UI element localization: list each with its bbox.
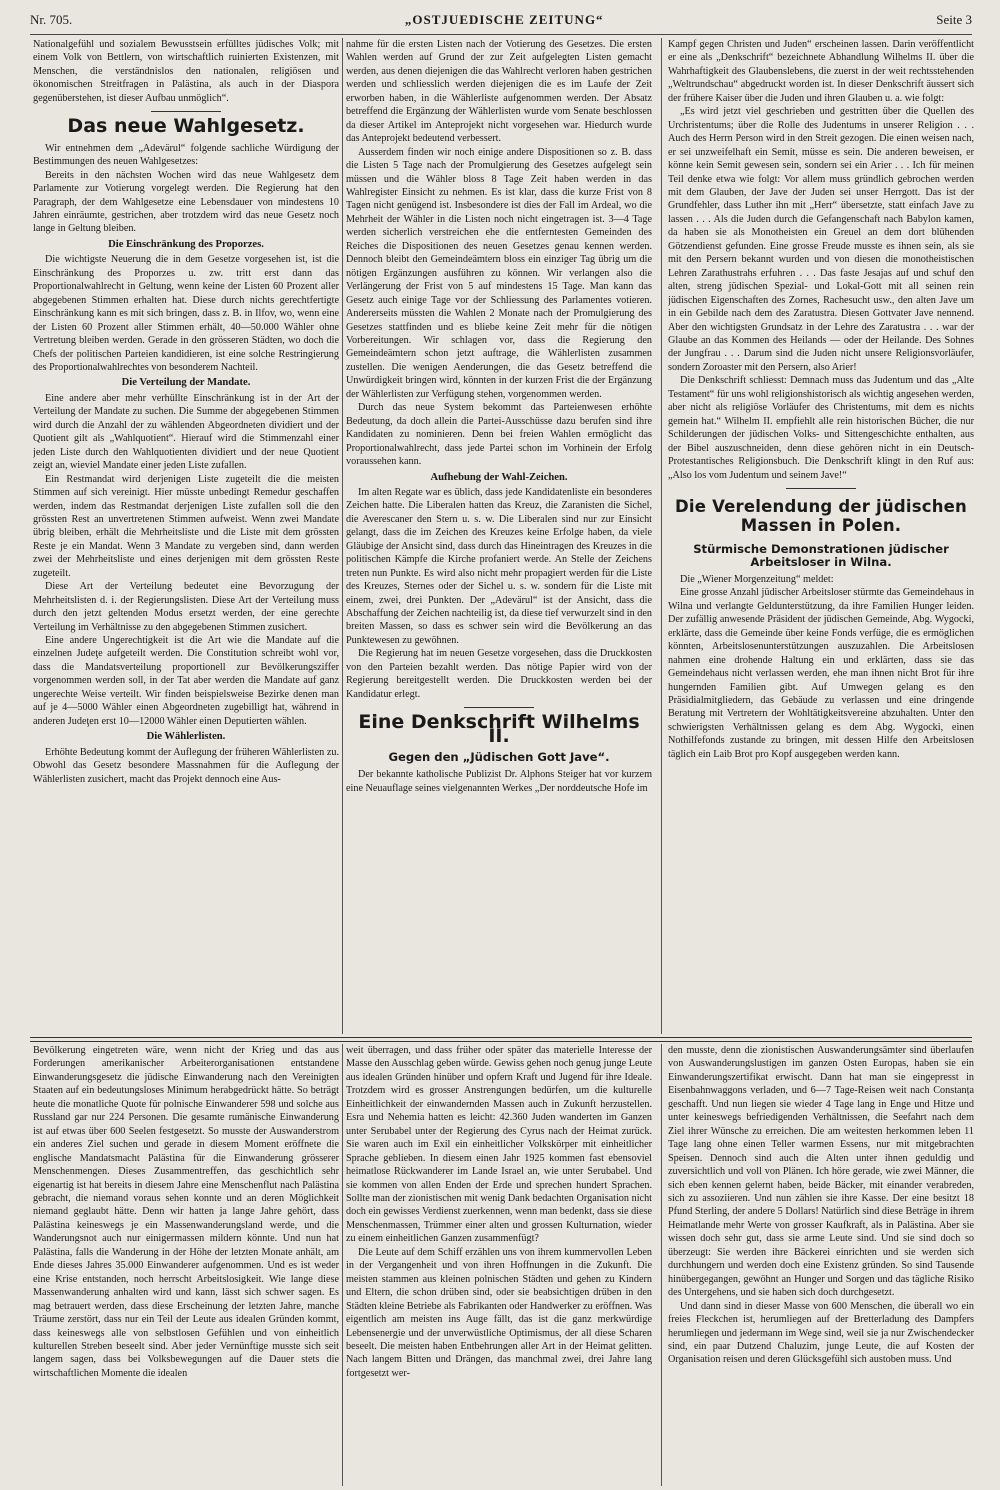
bottom-column-2 [346, 1044, 652, 1486]
subheading: Die Verteilung der Mandate. [121, 377, 251, 389]
column-rule [342, 1044, 343, 1486]
paragraph: Die „Wiener Morgenzeitung“ meldet: [680, 573, 834, 585]
subheading: Gegen den „Jüdischen Gott Jave“. [388, 750, 610, 765]
paragraph: Eine andere aber mehr verhüllte Einschränkung ist in der Art der Verteilung der Mandate zu suchen. Die Summe der abgegebenen Stimmen wird durch die Anzahl der zu wählenden Abgeordneten dividiert und der Quotient gilt als „Wahlquotient“. Hierauf wird die Stimmenzahl einer jeden Liste durch den Wahlquotienten dividiert und der neue Quotient zeigt an, wieviel Mandate einer jeden Liste zufallen. [33, 392, 339, 472]
paragraph: Und dann sind in dieser Masse von 600 Menschen, die überall wo ein freies Fleckchen ist, herumliegen auf der Bretterladung des Dampfers herumliegen und jedermann im Wege sind, weil sie ja nur Zwischendecker sind, ein paar Dutzend Chaluzim, junge Leute, die auf Kosten der Organisation reisen und deren Glücksgefühl sich austoben muss. Und [668, 1300, 974, 1366]
article-heading-denkschrift: Eine Denkschrift Wilhelms II. [358, 711, 640, 747]
column-3 [668, 38, 974, 1034]
paragraph: Die Leute auf dem Schiff erzählen uns von ihrem kummervollen Leben in der Vergangenheit und von ihren Hoffnungen in die Zukunft. Die meisten stammen aus kleinen polnischen Städten und gehen zu Kindern und Eltern, die schon drüben sind, oder sie beabsichtigen drüben in den Städten kleine Betriebe als Fabrikanten oder Handwerker zu eröffnen. Was eigentlich am meisten ins Auge fällt, das ist die ganz merkwürdige Lebensenergie und der unverwüstliche Optimismus, der all diese Scharen beseelt. Die meisten haben Entbehrungen aller Art in der Heimat gelitten. Nach langem Bitten und Drängen, das manchmal zwei, drei Jahre lang fortgesetzt wer- [346, 1246, 652, 1379]
paragraph: Wir entnehmen dem „Adevärul“ folgende sachliche Würdigung der Bestimmungen des neuen Wahlgesetzes: [33, 142, 339, 168]
divider [786, 488, 856, 489]
paragraph: Ausserdem finden wir noch einige andere Dispositionen so z. B. dass die Listen 5 Tage nach der Promulgierung des Gesetzes aufgelegt sein müssen und die Wähler bloss 8 Tage Zeit haben werden in das Wahlregister Einsicht zu nehmen. Es ist klar, dass die kurze Frist von 8 Tagen nicht genügend ist. Insbesondere ist dies der Fall im Ardeal, wo die Mehrheit der Wähler in die Listen noch nicht eingetragen ist. 3—4 Tage werden sicherlich verstreichen ehe die entferntesten Gemeinden des Reiches die Dispositionen des neuen Gesetzes genau kennen werden. Dennoch bleibt den Gemeindeämtern bloss ein einziger Tag übrig um die nötigen Ergänzungen ausführen zu können. Wir verlangen also die Verlängerung der Frist von 5 auf mindestens 15 Tage. Man kann das Gesetz auch einige Tage vor der Schliessung des Parlamentes votieren. Andererseits müssten die Wahlen 2 Monate nach der Promulgierung des Gesetzes stattfinden und es bliebe keine Zeit mehr für die nötigen Vorbereitungen. Wir schlagen vor, dass die Regierung den Gemeindeämtern schon jetzt auftrage, die Wählerlisten zusammen zustellen. Die wenigen Aenderungen, die das Gesetz betreffend die Unwürdigkeit bringen wird, könnten in der kurzen Frist die der Ergänzung der Wählerlisten zur Verfügung stehen, vorgenommen werden. [346, 146, 652, 400]
page-number: Seite 3 [936, 12, 972, 27]
page-header [30, 12, 972, 35]
divider [464, 707, 534, 708]
paragraph: Eine andere Ungerechtigkeit ist die Art wie die Mandate auf die einzelnen Judeţe aufgeteilt werden. Die Constitution schreibt wohl vor, dass die Mandatsverteilung proportionell zur Bevölkerungsziffer vorgenommen werden soll, in der Tat aber werden die Mandate auf ganz ungerechte Weise verteilt. Wir finden beispielsweise Bezirke denen man auf je 4—5000 Wähler einen Abgeordneten zugebilligt hat, während in anderen Judeţen erst 10—12000 Wähler einen Deputierten wählen. [33, 635, 339, 727]
subheading: Stürmische Demonstrationen jüdischer Arbeitsloser in Wilna. [693, 541, 949, 569]
paragraph: nahme für die ersten Listen nach der Votierung des Gesetzes. Die ersten Wahlen werden auf Grund der zur Zeit aufgelegten Listen gemacht werden, aus denen diejenigen die das Wahlrecht verloren haben gestrichen werden und schliesslich werden diejenigen die es im Laufe der Zeit erworben haben, in die Wählerliste aufgenommen werden. Der Absatz betreffend die Ergänzung der Wählerlisten wurde vom Senate beschlossen da dieser Artikel im Anteprojekt nicht vorgesehen war. Hiedurch wurde das Anteprojekt bedeutend verbessert. [346, 39, 652, 145]
divider [151, 111, 221, 112]
column-1 [33, 38, 339, 1034]
paragraph: Durch das neue System bekommt das Parteienwesen erhöhte Bedeutung, da doch allein die Partei-Ausschüsse dazu berufen sind ihre Kandidaten zu nominieren. Denn bei freien Wahlen ermöglicht das Proportionalwahlrecht, dass jede Partei schon im Vorhinein der Erfolg voraussehen kann. [346, 402, 652, 468]
paragraph: Ein Restmandat wird derjenigen Liste zugeteilt die die meisten Stimmen auf sich vereinigt. Hier müsste unbedingt Remedur geschaffen werden, indem das Restmandat derjenigen Liste zufallen soll die den grössten Rest an unvertretenen Stimmen aufweist. Wenn zwei Mandate übrig bleiben, erhält die Mehrheitsliste und die Liste mit dem grössten Reste je ein Mandat. Wenn 3 Mandate zu vergeben sind, dann werden zwei der Mehrheitsliste und eines derjenigen mit dem grössten Reste zugeteilt. [33, 473, 339, 579]
column-rule [661, 1044, 662, 1486]
paragraph: Der bekannte katholische Publizist Dr. Alphons Steiger hat vor kurzem eine Neuauflage seines vielgenannten Werkes „Der norddeutsche Hofe im [346, 769, 652, 794]
column-rule [661, 38, 662, 1034]
section-divider [30, 1037, 972, 1042]
paragraph: Kampf gegen Christen und Juden“ erscheinen lassen. Darin veröffentlicht er eine als „Denkschrift“ bezeichnete Abhandlung Wilhelms II. über die Wahrhaftigkeit des Glaubenslebens, die zuerst in der weit rechtsstehenden „Weltrundschau“ abgedruckt worden ist. In dieser Denkschrift äussert sich der frühere Kaiser über die Juden und ihren Glauben u. a. wie folgt: [668, 39, 974, 104]
paragraph: den musste, denn die zionistischen Auswanderungsämter sind überlaufen von Auswanderungslustigen im ganzen Osten Europas, haben sie ein Einwanderungszertifikat erwischt. Dann hat man sie eingepresst in Eisenbahnwaggons verladen, und 6—7 Tage-Reisen weit nach Constanța geschafft. Und nun liegen sie wieder 4 Tage lang in Enge und Hitze und unter keineswegs befriedigenden Verhältnissen, die Seefahrt nach dem Ziel ihrer Wünsche zu erreichen. Die am weitesten herkommen leben 11 Tage lang ohne einen Teller warmen Essens, nur mit mitgebrachten Speisen. Dennoch sind auch die Alten unter ihnen geduldig und zuversichtlich und voll von Plänen. Ich höre gerade, wie zwei Männer, die sich eben kennen gelernt haben, beide Bäcker, mit einander verabreden, sich zu assoziieren. Und nun zählen sie ihre Kasse. Der eine besitzt 18 Pfund Sterling, der andere 5 Dollars! Natürlich sind diese Beträge in ihrem Heimatlande mehr Werte von grosser Kaufkraft, als in Palästina. Aber sie wissen doch sehr gut, dass sie arme Leute sind. Und sie sind doch so überzeugt: Sie werden ihre Bäckerei einrichten und sie werden sich durchhungern und werden doch eine Existenz gründen. So sind Tausende hinübergegangen, gewöhnt an Hunger und Sorgen und das tägliche Risiko des Untergehens, und sie haben sich doch durchgesetzt. [668, 1045, 974, 1299]
paragraph: Im alten Regate war es üblich, dass jede Kandidatenliste ein besonderes Zeichen hatte. Die Liberalen hatten das Kreuz, die Zaranisten die Sichel, die Averescaner den Stern u. s. w. Die Liberalen sind nur zur Einsicht gelangt, dass die im Zeichen des Kreuzes keine Erfolge haben, da viele Gläubige der Ansicht sind, dass durch das Hineintragen des Kreuzes in die politischen Kämpfe die Kirche profaniert werde. An Stelle der Zeichens treten nun Punkte. Es wird also nicht mehr propagiert werden für die Liste des Kreuzes, Sternes oder der Sichel u. s. w. sondern für die Liste mit einem, zwei, drei Punkten. Der „Adevärul“ ist der Ansicht, dass die Abschaffung der Zeichen nachteilig ist, da diese tief verwurzelt sind in den breiten Massen, so dass es schwer sein wird die Bevölkerung an das Punktewesen zu gewöhnen. [346, 486, 652, 646]
issue-number: Nr. 705. [30, 12, 73, 27]
paragraph: Eine grosse Anzahl jüdischer Arbeitsloser stürmte das Gemeindehaus in Wilna und verlangte Geldunterstützung, da ihre Familien Hunger leiden. Der zufällig anwesende Präsident der jüdischen Gemeinde, Abg. Wygocki, erklärte, dass die Gemeinde über keine Fonds verfüge, die es ermöglichen könnten, Arbeitslosenunterstützungen auszuzahlen. Die Arbeitslosen nahmen eine drohende Haltung ein und erklärten, dass sie das Gemeindehaus nicht verlassen werden, ehe man ihnen nicht Brot für ihre hungernden Familien gibt. Auf Umwegen gelang es den Präsidialmitgliedern, das Gebäude zu verlassen und eine dringende Beratung mit Vertretern der Wohltätigkeitsvereine abzuhalten. Unter den schwierigsten Verhältnissen gelang es dem Abg. Wygocki, einen Nothilfefonds zustande zu bringen, mit dessen Hilfe den Arbeitslosen täglich ein Laib Brot pro Kopf ausgegeben werden kann. [668, 587, 974, 760]
column-rule [342, 38, 343, 1034]
paragraph: „Es wird jetzt viel geschrieben und gestritten über die Quellen des Urchristentums; über die Rolle des Judentums in unserer Religion . . . Auch des Herrn Person wird in den Streit gezogen. Die einen weisen nach, er sei unzweifelhaft ein Semit, müsse es sein. Die anderen beweisen, er könne kein Semit gewesen sein, sondern sei ein Arier . . . Ich für meinen Teil denke etwa wie folgt: Vor allem muss gründlich gebrochen werden mit dem Glauben, der Jave der Juden sei unser Herrgott. Das ist der Grundfehler, dass Luther ihn mit „Herr“ übersetzte, statt einfach Jave zu lassen . . . Als die Juden durch die Gefangenschaft nach Babylon kamen, da haben sie als Monotheisten ein Greuel an dem dort blühenden Götzendienst gefunden. Eine grosse Freude musste es ihnen sein, als sie mit den Persern bekannt wurden und von diesen die monotheistischen Lehren Zarathustrahs erfuhren . . . Das faste Jesajas auf und schuf den alten, streng jüdischen Spezial- und Lokal-Gott mit all seinen rein jüdischen Eigenschaften des Zornes, Rachesucht usw., den alten Jave um in ein Gebilde nach dem des Zaratustra. Diesen Gottvater Jave nennend. Aber den wichtigsten Grundsatz in der Lehre des Zaratustra . . . war der Glaube an das Kommen des Heilands — oder der Heilande. Des Sohnes der Jungfrau . . . Darum sind die Juden nicht unsere Religionsvorläufer, sondern Zoroaster mit den Persern, also Arier! [668, 106, 974, 373]
paragraph: Bevölkerung eingetreten wäre, wenn nicht der Krieg und das aus Forderungen amerikanischer Arbeiterorganisationen entstandene Einwanderungsgesetz die jüdische Einwanderung nach den Vereinigten Staaten auf ein bedeutungsloses Minimum herabgedrückt hätte. So beträgt heute die monatliche Quote für polnische Einwanderer 598 und solche aus Russland gar nur 224 Personen. Die gesamte rumänische Einwanderung ist auf etwas über 600 Seelen festgesetzt. So musste der Auswanderstrom ein anderes Ziel suchen und gerade in diesem Moment eröffnete die englische Mandatsmacht Palästina für die Einwanderung grösserer Menschenmengen. Dieses Zusammentreffen, das geschichtlich sehr eigenartig ist hat bereits in diesem Jahre eine Menschenflut nach Palästina gebracht, die niemand voraus sehen konnte und an deren Möglichkeit niemand geglaubt hätte. Denn wir hatten ja lange Jahre gehört, dass Palästina keineswegs je ein Massenwanderungsland werde, und die Wanderungsnot auch nur einigermassen mildern könnte. Und nun hat Palästina, falls die Wanderung in der Höhe der letzten Monate anhält, am Ende dieses Jahres 35.000 Einwanderer aufgenommen. Und es ist weder eine Krise entstanden, noch herrscht Arbeitslosigkeit. Wie lange diese Massenwanderung anhalten wird und kann, lässt sich schwer sagen. Es mag betrauert werden, dass diese Erscheinung der letzten Jahre, manche Träume zerstört, dass nur ein Teil der Leute aus idealen Gründen kommt, dass keineswegs alle von selbstlosen Gefühlen und von einheitlich kulturellen Streben beseelt sind. Aber jeder Vernünftige musste sich seit langem sagen, dass bei Volksbewegungen auf die Dauer stets die wirtschaftlichen Momente die idealen [33, 1045, 339, 1379]
subheading: Die Einschränkung des Proporzes. [108, 238, 264, 250]
subheading: Aufhebung der Wahl-Zeichen. [430, 471, 568, 483]
article-heading-wahlgesetz: Das neue Wahlgesetz. [67, 115, 305, 138]
paragraph: Erhöhte Bedeutung kommt der Auflegung der früheren Wählerlisten zu. Obwohl das Gesetz besondere Massnahmen für die Auflegung der Wählerlisten zusichert, macht das Projekt dennoch eine Aus- [33, 746, 339, 785]
column-2 [346, 38, 652, 1034]
paragraph: Nationalgefühl und sozialem Bewusstsein erfülltes jüdisches Volk; mit einem Volk von Bettlern, von wirtschaftlich ruinierten Existenzen, mit Menschen, die verständnislos den nationalen, religiösen und ökonomischen Streitfragen in Palästina, als auch in der Diaspora gegenüberstehen, ist dieser Aufbau unmöglich“. [33, 39, 339, 104]
paragraph: Die Denkschrift schliesst: Demnach muss das Judentum und das „Alte Testament“ für uns wohl religionshistorisch als wichtig angesehen werden, aber nicht als religiöse Vorläufer des Christentums, mit dem es nichts gemein hat.“ Wilhelm II. empfiehlt alle rein historischen Bücher, die nur Schilderungen der jüdischen Volks- und Sittengeschichte enthalten, aus der Bibel auszuschneiden, denn diese gehören nicht in ein Deutsch-Protestantisches Religionsbuch. Die Denkschrift klingt in den Ruf aus: „Also los vom Judentum und seinem Jave!“ [668, 375, 974, 481]
paragraph: Die wichtigste Neuerung die in dem Gesetze vorgesehen ist, ist die Einschränkung des Proporzes u. zw. tritt erst dann das Proportionalwahlrecht in Geltung, wenn keine der Listen 60 Prozent aller abgegebenen Stimmen erhalten hat. Diese durch nichts gerechtfertigte Einschränkung kann es mit sich bringen, dass z. B. in Ilfov, wo, wenn eine der Listen 60 Prozent aller Stimmen erhält, 40—50.000 Wähler ohne Vertretung bleiben werden. Gerade in den grösseren Städten, wo doch die Chefs der politischen Parteien kandidieren, ist eine solche Restringierung des Proportionalwahlrechtes von besonderem Nachteil. [33, 254, 339, 373]
subheading: Die Wählerlisten. [146, 731, 226, 743]
bottom-column-1 [33, 1044, 339, 1486]
paragraph: Diese Art der Verteilung bedeutet eine Bevorzugung der Mehrheitslisten d. i. der Regierungslisten. Diese Art der Verteilung muss durch den jetzt geltenden Modus ersetzt werden, der eine gerechte Verteilung im Verhältnisse zu den abgegebenen Stimmen zusichert. [33, 581, 339, 633]
article-heading-verelendung: Die Verelendung der jüdischen Massen in Polen. [675, 496, 967, 535]
paragraph: Bereits in den nächsten Wochen wird das neue Wahlgesetz dem Parlamente zur Votierung vorgelegt werden. Die Regierung hat den Paragraph, der dem Wahlgesetze eine Lebensdauer von mindestens 10 Jahren einräumte, gestrichen, aber trotzdem wird das neue Gesetz noch lange in Geltung bleiben. [33, 169, 339, 235]
paragraph: weit überragen, und dass früher oder später das materielle Interesse der Masse den Ausschlag geben würde. Gewiss gehen noch genug junge Leute aus idealen Gründen hinüber und opfern Kraft und Jugend für ihre Ideale. Trotzdem wird es grosser Anstrengungen bedürfen, um die kulturelle Einheitlichkeit der einwandernden Massen auch in Zukunft herzustellen. Esra und Nehemia hatten es leicht: 42.360 Juden wanderten im Ganzen unter Serubabel unter der Regierung des Cyrus nach der Heimat zurück. Sie waren auch im Exil ein einheitlicher Volkskörper mit einheitlicher Sprache geblieben. In diesem einen Jahr 1925 kommen fast ebensoviel heimatlose Rückwanderer im Lande Israel an, wie unter Serubabel. Und sie kommen von allen Enden der Erde und sprechen hundert Sprachen. Sollte man der zionistischen mit wenig Dank bedachten Organisation nicht doch ein gewisses Verdienst zuerkennen, wenn man bedenkt, dass sie diese Menschenmassen, Trümmer einer alten und grossen Kulturnation, wieder zu einem einheitlichen Ganzen zusammenfügt? [346, 1045, 652, 1245]
bottom-column-3 [668, 1044, 974, 1486]
newspaper-title: „OSTJUEDISCHE ZEITUNG“ [404, 12, 604, 27]
paragraph: Die Regierung hat im neuen Gesetze vorgesehen, dass die Druckkosten von den Parteien bezahlt werden. Das nötige Papier wird von der Regierung bereitgestellt werden. Die Druckkosten werden bei der Kandidatur erlegt. [346, 648, 652, 700]
